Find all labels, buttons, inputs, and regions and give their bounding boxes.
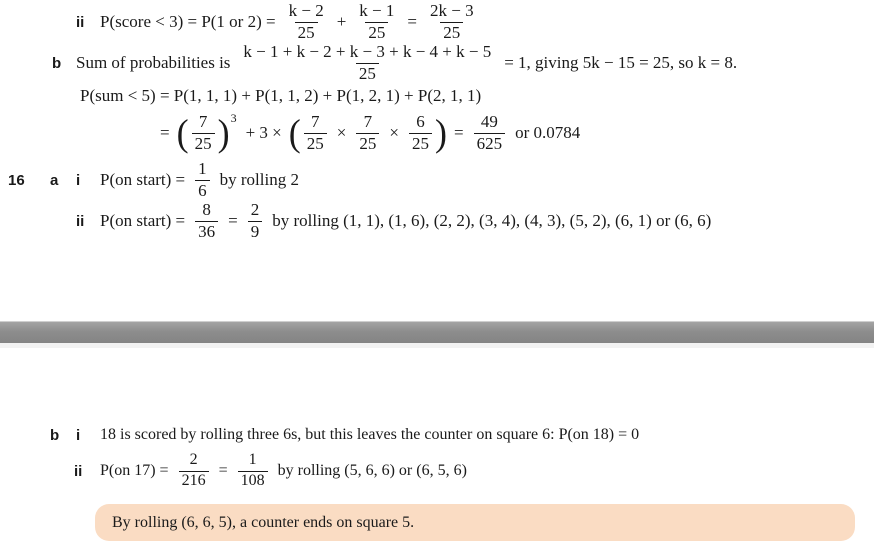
- math-text: Sum of probabilities is: [76, 53, 231, 72]
- fraction-denominator: 25: [440, 22, 463, 43]
- times-operator: ×: [336, 123, 347, 142]
- fraction: [195, 200, 218, 242]
- plus-operator: +: [336, 12, 347, 31]
- fraction-denominator: 216: [179, 471, 209, 491]
- fraction-denominator: 25: [409, 133, 432, 154]
- math-text: P(on 17) =: [100, 462, 169, 479]
- math-text: by rolling (1, 1), (1, 6), (2, 2), (3, 4), (4, 3), (5, 2), (6, 1) or (6, 6): [272, 211, 712, 230]
- math-text: 18 is scored by rolling three 6s, but this leaves the counter on square 6: P(on 18) = 0: [100, 426, 640, 443]
- fraction-denominator: 25: [365, 22, 388, 43]
- equals-operator: =: [228, 211, 238, 230]
- fraction: [248, 200, 263, 242]
- math-line-calculation: [160, 110, 580, 156]
- math-line-score: [76, 1, 480, 43]
- math-text: P(on start) =: [100, 211, 186, 230]
- left-paren: (: [176, 111, 189, 154]
- part-label-i: i: [76, 426, 81, 444]
- fraction-numerator: 1: [248, 451, 257, 469]
- fraction-denominator: 6: [195, 180, 210, 201]
- fraction-numerator: 7: [311, 111, 320, 131]
- part-label-b: b: [50, 426, 60, 444]
- fraction: [195, 159, 210, 201]
- math-text: P(sum < 5) = P(1, 1, 1) + P(1, 1, 2) + P(1, 2, 1) + P(2, 1, 1): [80, 86, 482, 105]
- times-operator: ×: [389, 123, 399, 142]
- fraction-denominator: 25: [356, 63, 379, 84]
- fraction-numerator: 7: [363, 111, 373, 131]
- equals-operator: =: [407, 12, 417, 31]
- fraction-denominator: 625: [474, 133, 506, 154]
- callout-text: By rolling (6, 6, 5), a counter ends on square 5.: [112, 513, 415, 531]
- fraction: [179, 451, 209, 491]
- fraction-denominator: 25: [356, 133, 379, 154]
- fraction-numerator: 7: [198, 111, 208, 131]
- math-text: + 3 ×: [245, 123, 282, 142]
- part-label-i: i: [76, 171, 81, 189]
- left-paren: (: [288, 111, 301, 154]
- part-label-a: a: [50, 171, 59, 189]
- equals-operator: =: [218, 462, 228, 479]
- fraction-numerator: 2k − 3: [429, 0, 474, 20]
- fraction-numerator: k − 2: [288, 0, 324, 20]
- fraction: [356, 1, 397, 43]
- fraction-numerator: k − 1 + k − 2 + k − 3 + k − 4 + k − 5: [243, 41, 492, 61]
- math-line-sum-probabilities: [52, 42, 737, 84]
- part-label-ii: ii: [76, 13, 85, 31]
- fraction-denominator: 25: [192, 133, 215, 154]
- page-separator-bar: [0, 321, 874, 343]
- math-text: P(score < 3) = P(1 or 2) =: [100, 12, 276, 31]
- fraction-numerator: 2: [189, 451, 198, 469]
- part-label-b: b: [52, 54, 62, 72]
- fraction-denominator: 108: [238, 471, 268, 491]
- equals-operator: =: [453, 123, 464, 142]
- fraction-denominator: 25: [295, 22, 318, 43]
- fraction: [356, 112, 379, 154]
- fraction: [474, 112, 506, 154]
- math-line-q16ai: [8, 158, 299, 200]
- math-text: by rolling (5, 6, 6) or (6, 5, 6): [277, 462, 467, 479]
- math-text: = 1, giving 5k − 15 = 25, so k = 8.: [504, 53, 738, 72]
- fraction: [240, 42, 494, 84]
- right-paren: ): [217, 111, 230, 154]
- part-label-ii: ii: [74, 462, 83, 480]
- math-line-psum: [80, 86, 481, 106]
- fraction-numerator: 49: [480, 111, 498, 131]
- math-line-q16bii: [74, 449, 467, 493]
- fraction-numerator: 1: [198, 158, 207, 178]
- part-label-ii: ii: [76, 212, 85, 230]
- fraction-numerator: 2: [250, 199, 260, 219]
- fraction: [192, 112, 215, 154]
- page-separator-shadow: [0, 343, 874, 348]
- fraction-numerator: 6: [416, 111, 425, 131]
- fraction-denominator: 25: [304, 133, 327, 154]
- fraction-denominator: 36: [195, 221, 218, 242]
- fraction: [286, 1, 327, 43]
- fraction: [304, 112, 327, 154]
- math-line-q16bi: [50, 421, 639, 449]
- math-line-q16aii: [76, 200, 711, 242]
- callout-box: [95, 504, 855, 541]
- math-text: by rolling 2: [219, 170, 299, 189]
- right-paren: ): [434, 111, 447, 154]
- fraction: [427, 1, 477, 43]
- fraction-numerator: k − 1: [359, 0, 395, 20]
- question-number: 16: [8, 171, 25, 189]
- math-text: P(on start) =: [100, 170, 186, 189]
- superscript-exponent: 3: [230, 110, 237, 125]
- fraction: [409, 112, 432, 154]
- fraction: [238, 451, 268, 491]
- fraction-numerator: 8: [202, 199, 211, 219]
- math-text: or 0.0784: [515, 123, 581, 142]
- fraction-denominator: 9: [248, 221, 263, 242]
- equals-operator: =: [160, 123, 170, 142]
